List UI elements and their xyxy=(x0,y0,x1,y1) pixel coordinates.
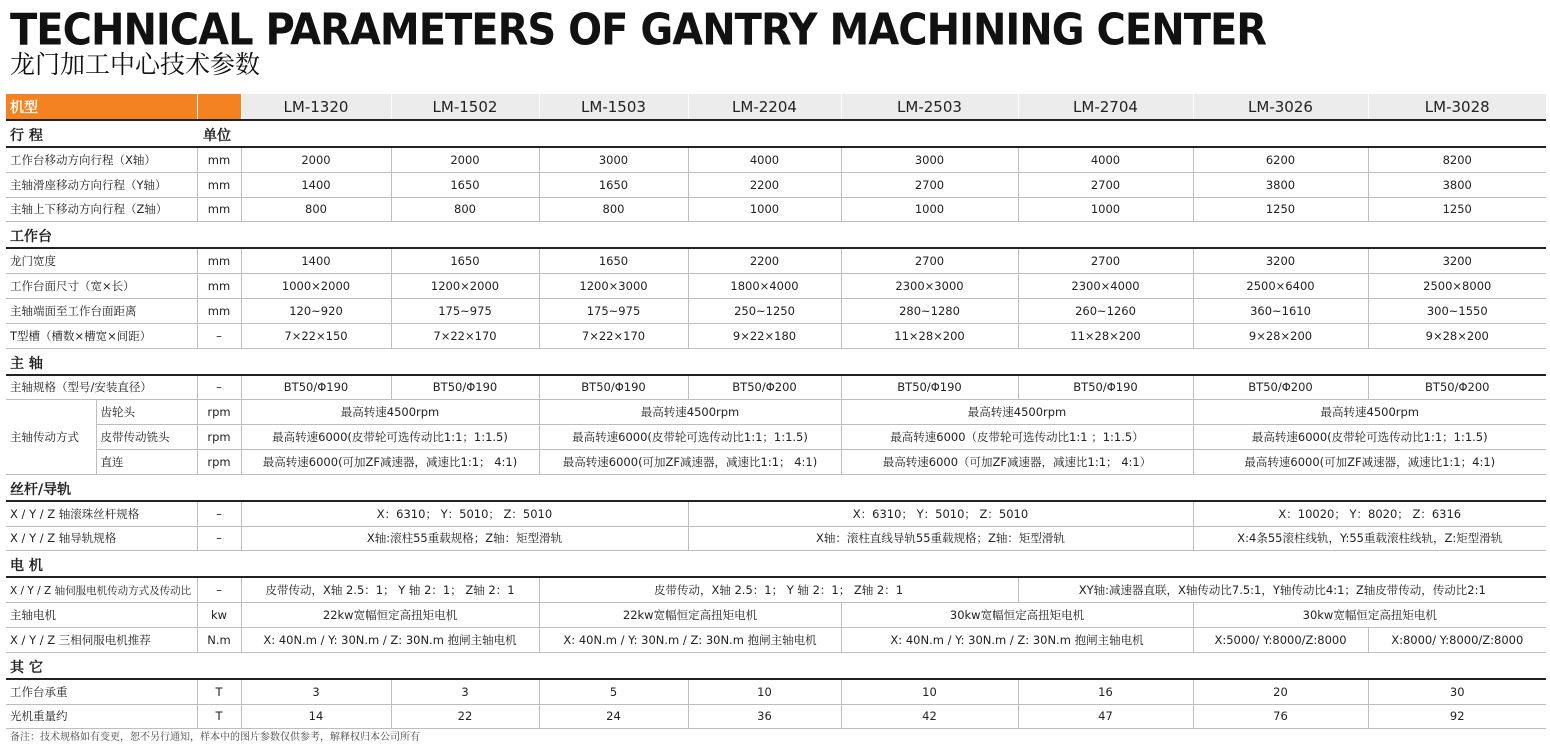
value-cell: 2700 xyxy=(841,172,1018,197)
value-cell: 2000 xyxy=(241,147,391,172)
value-cell: 1400 xyxy=(241,172,391,197)
value-cell: 360~1610 xyxy=(1193,298,1368,323)
table-row xyxy=(6,603,1546,628)
section-title: 丝杆/导轨 xyxy=(6,474,1546,501)
model-cell: LM-2503 xyxy=(841,94,1018,120)
value-cell: BT50/Φ190 xyxy=(1018,375,1193,400)
value-cell: 最高转速4500rpm xyxy=(1193,400,1546,425)
value-cell: 36 xyxy=(688,704,841,729)
value-cell: 2200 xyxy=(688,172,841,197)
value-cell: 120~920 xyxy=(241,298,391,323)
table-row xyxy=(6,449,1546,474)
value-cell: 最高转速6000(皮带轮可选传动比1:1；1:1.5) xyxy=(1193,425,1546,450)
value-cell: 2000 xyxy=(391,147,539,172)
drive-sublabel: 齿轮头 xyxy=(96,400,197,425)
value-cell: 1000 xyxy=(688,197,841,222)
value-cell: 5 xyxy=(539,679,688,704)
value-cell: 11×28×200 xyxy=(841,323,1018,348)
value-cell: 20 xyxy=(1193,679,1368,704)
value-cell: 3200 xyxy=(1368,248,1546,273)
value-cell: X: 40N.m / Y: 30N.m / Z: 30N.m 抱闸主轴电机 xyxy=(841,627,1193,652)
model-cell: LM-1320 xyxy=(241,94,391,120)
model-cell: LM-2204 xyxy=(688,94,841,120)
model-label: 机型 xyxy=(6,94,197,120)
value-cell: BT50/Φ200 xyxy=(1368,375,1546,400)
value-cell: X: 40N.m / Y: 30N.m / Z: 30N.m 抱闸主轴电机 xyxy=(241,627,539,652)
table-row xyxy=(6,400,1546,425)
value-cell: BT50/Φ190 xyxy=(391,375,539,400)
value-cell: 30kw宽幅恒定高扭矩电机 xyxy=(1193,603,1546,628)
value-cell: 最高转速6000(可加ZF减速器，减速比1:1； 4:1) xyxy=(241,449,539,474)
value-cell: 3800 xyxy=(1368,172,1546,197)
row-label: 主轴上下移动方向行程（Z轴） xyxy=(6,197,197,222)
row-unit: N.m xyxy=(197,627,241,652)
value-cell: X：6310； Y：5010； Z：5010 xyxy=(241,501,688,526)
model-row xyxy=(6,94,1546,120)
row-unit: T xyxy=(197,679,241,704)
table-row xyxy=(6,298,1546,323)
model-unit-blank xyxy=(197,94,241,120)
row-unit: mm xyxy=(197,197,241,222)
value-cell: 47 xyxy=(1018,704,1193,729)
row-unit: T xyxy=(197,704,241,729)
row-label: X / Y / Z 轴伺服电机传动方式及传动比 xyxy=(6,577,197,602)
table-row xyxy=(6,248,1546,273)
model-cell: LM-3026 xyxy=(1193,94,1368,120)
row-label: 工作台面尺寸（宽×长） xyxy=(6,274,197,299)
section-title: 其 它 xyxy=(6,652,1546,679)
value-cell: 最高转速6000(皮带轮可选传动比1:1；1:1.5) xyxy=(241,425,539,450)
table-row xyxy=(6,577,1546,602)
value-cell: 7×22×150 xyxy=(241,323,391,348)
row-unit: rpm xyxy=(197,449,241,474)
row-label: 主轴规格（型号/安装直径） xyxy=(6,375,197,400)
value-cell: 22 xyxy=(391,704,539,729)
table-row xyxy=(6,375,1546,400)
value-cell: X：10020； Y：8020； Z：6316 xyxy=(1193,501,1546,526)
model-cell: LM-1503 xyxy=(539,94,688,120)
value-cell: 16 xyxy=(1018,679,1193,704)
value-cell: 1650 xyxy=(391,172,539,197)
value-cell: 3000 xyxy=(539,147,688,172)
row-label: 主轴电机 xyxy=(6,603,197,628)
value-cell: XY轴:减速器直联，X轴传动比7.5:1，Y轴传动比4:1；Z轴皮带传动，传动比2:1 xyxy=(1018,577,1546,602)
model-cell: LM-2704 xyxy=(1018,94,1193,120)
value-cell: X:8000/ Y:8000/Z:8000 xyxy=(1368,627,1546,652)
model-cell: LM-1502 xyxy=(391,94,539,120)
row-label: X / Y / Z 三相伺服电机推荐 xyxy=(6,627,197,652)
row-label: X / Y / Z 轴导轨规格 xyxy=(6,526,197,551)
unit-header: 单位 xyxy=(197,120,241,147)
table-row xyxy=(6,627,1546,652)
spec-table xyxy=(6,94,1546,729)
row-unit: kw xyxy=(197,603,241,628)
value-cell: X轴：滚柱直线导轨55重载规格；Z轴：矩型滑轨 xyxy=(688,526,1193,551)
row-unit: – xyxy=(197,323,241,348)
value-cell: X：6310； Y：5010； Z：5010 xyxy=(688,501,1193,526)
value-cell: 300~1550 xyxy=(1368,298,1546,323)
row-label: 光机重量约 xyxy=(6,704,197,729)
value-cell: 1800×4000 xyxy=(688,274,841,299)
value-cell: 1400 xyxy=(241,248,391,273)
value-cell: 24 xyxy=(539,704,688,729)
drive-sublabel: 直连 xyxy=(96,449,197,474)
row-unit: – xyxy=(197,577,241,602)
row-unit: mm xyxy=(197,248,241,273)
value-cell: 9×28×200 xyxy=(1193,323,1368,348)
value-cell: 8200 xyxy=(1368,147,1546,172)
value-cell: 3 xyxy=(241,679,391,704)
row-unit: – xyxy=(197,375,241,400)
value-cell: 4000 xyxy=(688,147,841,172)
value-cell: 最高转速6000(皮带轮可选传动比1:1；1:1.5) xyxy=(539,425,841,450)
value-cell: 2500×6400 xyxy=(1193,274,1368,299)
value-cell: 10 xyxy=(688,679,841,704)
value-cell: 260~1260 xyxy=(1018,298,1193,323)
value-cell: 1000×2000 xyxy=(241,274,391,299)
value-cell: 11×28×200 xyxy=(1018,323,1193,348)
value-cell: 皮带传动，X轴 2.5：1； Y 轴 2：1； Z轴 2：1 xyxy=(539,577,1018,602)
section-worktable xyxy=(6,222,1546,249)
table-row xyxy=(6,679,1546,704)
value-cell: BT50/Φ190 xyxy=(539,375,688,400)
value-cell: 2300×3000 xyxy=(841,274,1018,299)
row-unit: rpm xyxy=(197,400,241,425)
value-cell: 3000 xyxy=(841,147,1018,172)
value-cell: 175~975 xyxy=(391,298,539,323)
row-unit: mm xyxy=(197,147,241,172)
value-cell: 2300×4000 xyxy=(1018,274,1193,299)
section-other xyxy=(6,652,1546,679)
value-cell: 30kw宽幅恒定高扭矩电机 xyxy=(841,603,1193,628)
row-label: X / Y / Z 轴滚珠丝杆规格 xyxy=(6,501,197,526)
value-cell: BT50/Φ200 xyxy=(688,375,841,400)
value-cell: 最高转速6000（皮带轮可选传动比1:1 ；1:1.5） xyxy=(841,425,1193,450)
model-cell: LM-3028 xyxy=(1368,94,1546,120)
value-cell: BT50/Φ190 xyxy=(841,375,1018,400)
row-label: 龙门宽度 xyxy=(6,248,197,273)
footnote: 备注：技术规格如有变更，恕不另行通知，样本中的图片参数仅供参考，解释权归本公司所有 xyxy=(10,732,420,743)
value-cell: 最高转速6000（可加ZF减速器，减速比1:1； 4:1） xyxy=(841,449,1193,474)
row-unit: – xyxy=(197,501,241,526)
section-motor xyxy=(6,551,1546,578)
row-unit: mm xyxy=(197,172,241,197)
value-cell: 76 xyxy=(1193,704,1368,729)
value-cell: 800 xyxy=(241,197,391,222)
value-cell: 1650 xyxy=(539,172,688,197)
value-cell: 10 xyxy=(841,679,1018,704)
value-cell: 3 xyxy=(391,679,539,704)
value-cell: BT50/Φ200 xyxy=(1193,375,1368,400)
table-row xyxy=(6,197,1546,222)
value-cell: 42 xyxy=(841,704,1018,729)
value-cell: 22kw宽幅恒定高扭矩电机 xyxy=(539,603,841,628)
section-title: 电 机 xyxy=(6,551,1546,578)
value-cell: 1000 xyxy=(841,197,1018,222)
value-cell: 最高转速6000(可加ZF减速器，减速比1:1； 4:1) xyxy=(539,449,841,474)
section-travel xyxy=(6,120,1546,147)
value-cell: 800 xyxy=(391,197,539,222)
row-label: 工作台移动方向行程（X轴） xyxy=(6,147,197,172)
row-unit: rpm xyxy=(197,425,241,450)
value-cell: 最高转速6000(可加ZF减速器，减速比1:1；4:1) xyxy=(1193,449,1546,474)
row-unit: mm xyxy=(197,274,241,299)
table-row xyxy=(6,147,1546,172)
value-cell: 22kw宽幅恒定高扭矩电机 xyxy=(241,603,539,628)
value-cell: 9×28×200 xyxy=(1368,323,1546,348)
section-title: 行 程 xyxy=(6,120,197,147)
drive-sublabel: 皮带传动铣头 xyxy=(96,425,197,450)
value-cell: 最高转速4500rpm xyxy=(841,400,1193,425)
value-cell: 175~975 xyxy=(539,298,688,323)
value-cell: 7×22×170 xyxy=(539,323,688,348)
value-cell: 250~1250 xyxy=(688,298,841,323)
value-cell: 1200×3000 xyxy=(539,274,688,299)
value-cell: 1200×2000 xyxy=(391,274,539,299)
value-cell: 1000 xyxy=(1018,197,1193,222)
table-row xyxy=(6,425,1546,450)
value-cell: 7×22×170 xyxy=(391,323,539,348)
table-row xyxy=(6,526,1546,551)
value-cell: X: 40N.m / Y: 30N.m / Z: 30N.m 抱闸主轴电机 xyxy=(539,627,841,652)
value-cell: 4000 xyxy=(1018,147,1193,172)
value-cell: 2200 xyxy=(688,248,841,273)
section-screw xyxy=(6,474,1546,501)
value-cell: 2700 xyxy=(841,248,1018,273)
value-cell: 最高转速4500rpm xyxy=(539,400,841,425)
value-cell: 1250 xyxy=(1368,197,1546,222)
row-label: 工作台承重 xyxy=(6,679,197,704)
value-cell: 6200 xyxy=(1193,147,1368,172)
value-cell: 2700 xyxy=(1018,172,1193,197)
section-title: 主 轴 xyxy=(6,348,1546,375)
title-chinese: 龙门加工中心技术参数 xyxy=(10,50,261,79)
value-cell: 1650 xyxy=(391,248,539,273)
value-cell: 9×22×180 xyxy=(688,323,841,348)
row-unit: mm xyxy=(197,298,241,323)
value-cell: 3200 xyxy=(1193,248,1368,273)
value-cell: 280~1280 xyxy=(841,298,1018,323)
value-cell: 最高转速4500rpm xyxy=(241,400,539,425)
value-cell: BT50/Φ190 xyxy=(241,375,391,400)
row-label: T型槽（槽数×槽宽×间距） xyxy=(6,323,197,348)
section-spindle xyxy=(6,348,1546,375)
value-cell: 14 xyxy=(241,704,391,729)
value-cell: 皮带传动，X轴 2.5：1； Y 轴 2：1； Z轴 2：1 xyxy=(241,577,539,602)
value-cell: X:4条55滚柱线轨，Y:55重载滚柱线轨，Z:矩型滑轨 xyxy=(1193,526,1546,551)
value-cell: 30 xyxy=(1368,679,1546,704)
table-row xyxy=(6,323,1546,348)
title-english: TECHNICAL PARAMETERS OF GANTRY MACHINING CENTER xyxy=(10,4,1267,56)
table-row xyxy=(6,274,1546,299)
table-row xyxy=(6,501,1546,526)
drive-label: 主轴传动方式 xyxy=(6,400,96,474)
value-cell: 1650 xyxy=(539,248,688,273)
value-cell: 2700 xyxy=(1018,248,1193,273)
table-row xyxy=(6,704,1546,729)
value-cell: 92 xyxy=(1368,704,1546,729)
value-cell: X:5000/ Y:8000/Z:8000 xyxy=(1193,627,1368,652)
value-cell: 3800 xyxy=(1193,172,1368,197)
value-cell: 2500×8000 xyxy=(1368,274,1546,299)
row-unit: – xyxy=(197,526,241,551)
value-cell: X轴:滚柱55重载规格；Z轴：矩型滑轨 xyxy=(241,526,688,551)
table-row xyxy=(6,172,1546,197)
row-label: 主轴端面至工作台面距离 xyxy=(6,298,197,323)
row-label: 主轴滑座移动方向行程（Y轴） xyxy=(6,172,197,197)
value-cell: 800 xyxy=(539,197,688,222)
section-title: 工作台 xyxy=(6,222,1546,249)
value-cell: 1250 xyxy=(1193,197,1368,222)
